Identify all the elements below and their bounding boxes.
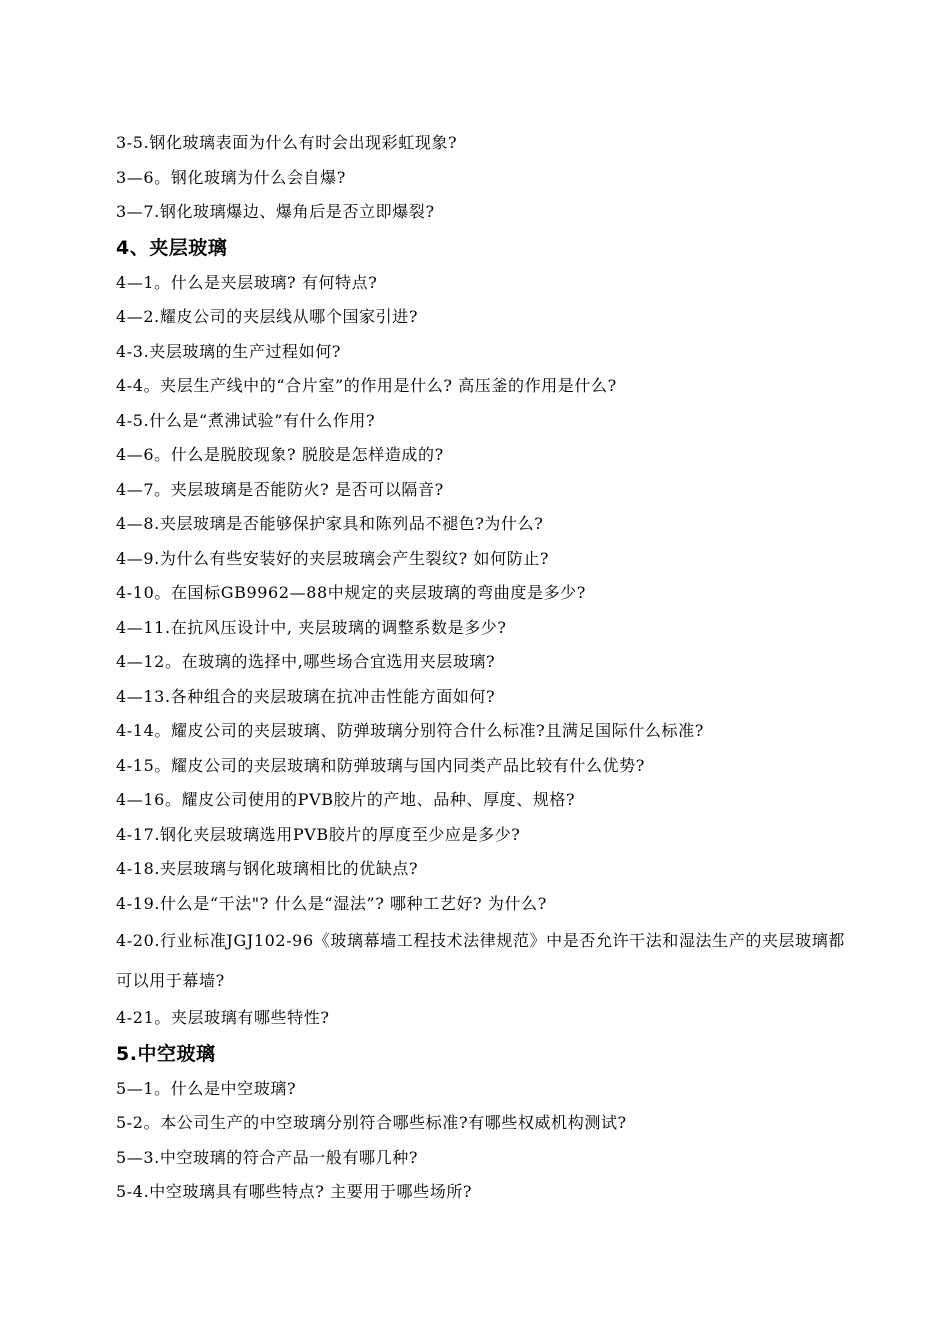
question-item: 4-20.行业标准JGJ102-96《玻璃幕墙工程技术法律规范》中是否允许干法和湿法生产的夹层玻璃都可以用于幕墙? xyxy=(116,931,845,990)
question-item: 3—6。钢化玻璃为什么会自爆? xyxy=(116,167,346,187)
question-item: 4—2.耀皮公司的夹层线从哪个国家引进? xyxy=(116,307,419,326)
document-body xyxy=(116,126,846,1210)
question-item: 4-5.什么是“煮沸试验”有什么作用? xyxy=(116,410,376,430)
question-item: 4-17.钢化夹层玻璃选用PVB胶片的厚度至少应是多少? xyxy=(116,824,521,844)
question-item: 4—7。夹层玻璃是否能防火? 是否可以隔音? xyxy=(116,479,444,499)
section-heading: 4、夹层玻璃 xyxy=(116,236,228,259)
question-item: 4-18.夹层玻璃与钢化玻璃相比的优缺点? xyxy=(116,859,419,878)
question-item: 3-5.钢化玻璃表面为什么有时会出现彩虹现象? xyxy=(116,133,458,152)
question-item: 4—13.各种组合的夹层玻璃在抗冲击性能方面如何? xyxy=(116,686,496,706)
question-item: 5—3.中空玻璃的符合产品一般有哪几种? xyxy=(116,1147,419,1167)
question-item: 4—16。耀皮公司使用的PVB胶片的产地、品种、厚度、规格? xyxy=(116,790,576,809)
question-item: 5-4.中空玻璃具有哪些特点? 主要用于哪些场所? xyxy=(116,1182,473,1201)
question-item: 4—11.在抗风压设计中, 夹层玻璃的调整系数是多少? xyxy=(116,617,507,637)
question-item: 4-14。耀皮公司的夹层玻璃、防弹玻璃分别符合什么标准?且满足国际什么标准? xyxy=(116,721,704,740)
question-item: 4-10。在国标GB9962—88中规定的夹层玻璃的弯曲度是多少? xyxy=(116,583,586,602)
question-item: 4—12。在玻璃的选择中,哪些场合宜选用夹层玻璃? xyxy=(116,652,496,671)
question-item: 5—1。什么是中空玻璃? xyxy=(116,1078,297,1098)
question-item: 4—9.为什么有些安装好的夹层玻璃会产生裂纹? 如何防止? xyxy=(116,548,550,568)
question-item: 5-2。本公司生产的中空玻璃分别符合哪些标准?有哪些权威机构测试? xyxy=(116,1113,627,1132)
question-item: 4-21。夹层玻璃有哪些特性? xyxy=(116,1008,330,1027)
question-item: 4-3.夹层玻璃的生产过程如何? xyxy=(116,341,342,361)
question-item: 4—1。什么是夹层玻璃? 有何特点? xyxy=(116,272,378,292)
question-item: 3—7.钢化玻璃爆边、爆角后是否立即爆裂? xyxy=(116,202,435,221)
question-item: 4—6。什么是脱胶现象? 脱胶是怎样造成的? xyxy=(116,445,444,464)
question-item: 4-4。夹层生产线中的“合片室”的作用是什么? 高压釜的作用是什么? xyxy=(116,376,617,395)
question-item: 4—8.夹层玻璃是否能够保护家具和陈列品不褪色?为什么? xyxy=(116,514,544,533)
question-item: 4-19.什么是“干法"? 什么是“湿法”? 哪种工艺好? 为什么? xyxy=(116,893,547,913)
section-heading: 5.中空玻璃 xyxy=(116,1042,216,1065)
question-item: 4-15。耀皮公司的夹层玻璃和防弹玻璃与国内同类产品比较有什么优势? xyxy=(116,755,645,775)
